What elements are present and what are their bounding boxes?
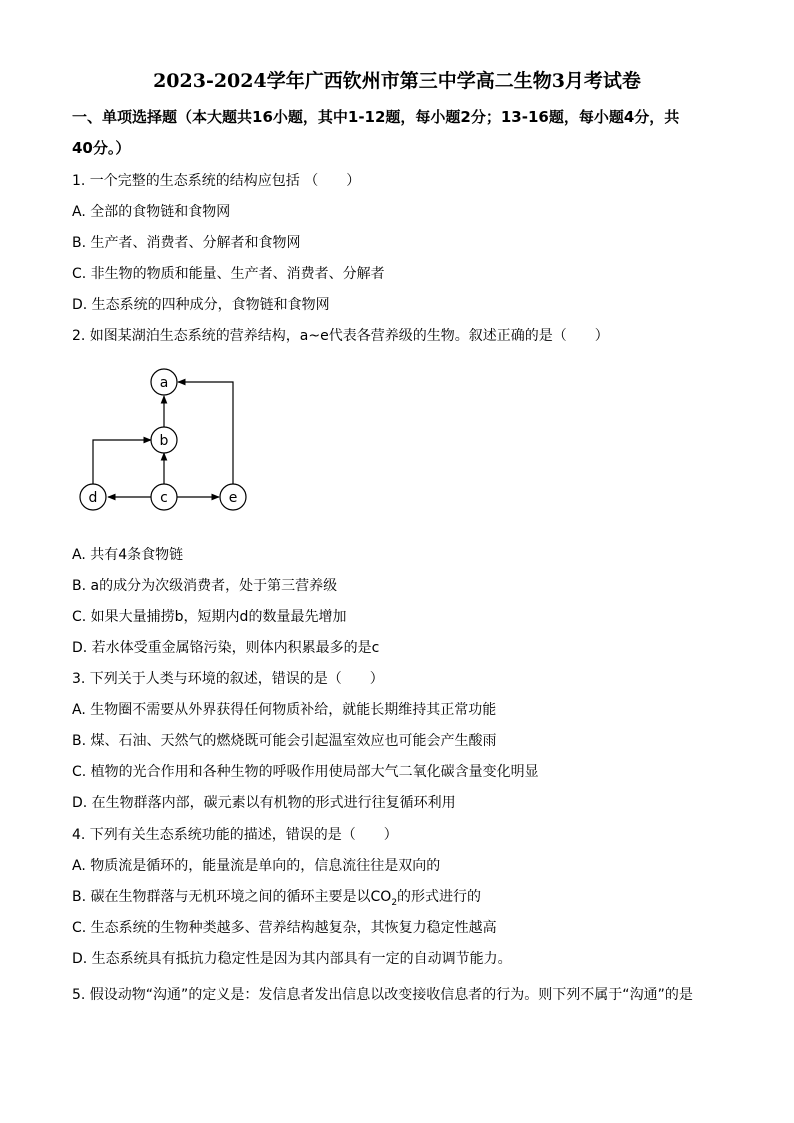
node-e-label: e bbox=[228, 490, 238, 506]
co2-formula: $CO_2$ bbox=[370, 889, 398, 908]
node-a bbox=[151, 369, 177, 395]
node-c-label: c bbox=[160, 490, 168, 506]
question-4-option-d: D. 生态系统具有抵抗力稳定性是因为其内部具有一定的自动调节能力。 bbox=[72, 951, 512, 967]
question-4-option-b-tail: 的形式进行的 bbox=[397, 889, 482, 905]
question-2-option-a: A. 共有4条食物链 bbox=[72, 547, 184, 563]
question-3-option-b: B. 煤、石油、天然气的燃烧既可能会引起温室效应也可能会产生酸雨 bbox=[72, 733, 497, 749]
question-2-stem: 2. 如图某湖泊生态系统的营养结构，a~e代表各营养级的生物。叙述正确的是（ ） bbox=[72, 328, 609, 344]
question-2-option-b: B. a的成分为次级消费者，处于第三营养级 bbox=[72, 578, 338, 594]
question-1-option-a: A. 全部的食物链和食物网 bbox=[72, 204, 231, 220]
question-3-stem: 3. 下列关于人类与环境的叙述，错误的是（ ） bbox=[72, 671, 384, 687]
question-2-option-d: D. 若水体受重金属铬污染，则体内积累最多的是c bbox=[72, 640, 380, 656]
question-1-option-d: D. 生态系统的四种成分，食物链和食物网 bbox=[72, 297, 330, 313]
question-4-option-b bbox=[72, 887, 732, 913]
question-1-option-b: B. 生产者、消费者、分解者和食物网 bbox=[72, 235, 301, 251]
node-d-label: d bbox=[88, 490, 98, 506]
question-4-stem: 4. 下列有关生态系统功能的描述，错误的是（ ） bbox=[72, 827, 398, 843]
node-a-label: a bbox=[159, 375, 169, 391]
question-4-option-c: C. 生态系统的生物种类越多、营养结构越复杂，其恢复力稳定性越高 bbox=[72, 920, 497, 936]
question-3-option-a: A. 生物圈不需要从外界获得任何物质补给，就能长期维持其正常功能 bbox=[72, 702, 497, 718]
question-1-option-c: C. 非生物的物质和能量、生产者、消费者、分解者 bbox=[72, 266, 385, 282]
question-1-stem: 1. 一个完整的生态系统的结构应包括 （ ） bbox=[72, 173, 361, 189]
edge-d-to-b bbox=[93, 440, 151, 484]
node-c bbox=[151, 484, 177, 510]
node-e bbox=[220, 484, 246, 510]
question-3-option-d: D. 在生物群落内部，碳元素以有机物的形式进行往复循环利用 bbox=[72, 795, 456, 811]
question-4-option-b-text: B. 碳在生物群落与无机环境之间的循环主要是以 bbox=[72, 889, 371, 905]
food-web-diagram bbox=[72, 362, 272, 522]
question-4-option-a: A. 物质流是循环的，能量流是单向的，信息流往往是双向的 bbox=[72, 858, 441, 874]
section-heading-line-2: 40分。） bbox=[72, 139, 131, 157]
node-b bbox=[151, 427, 177, 453]
question-2-option-c: C. 如果大量捕捞b，短期内d的数量最先增加 bbox=[72, 609, 347, 625]
question-5-stem: 5. 假设动物“沟通”的定义是：发信息者发出信息以改变接收信息者的行为。则下列不属于“沟通”的是 bbox=[72, 987, 693, 1003]
exam-title: 2023-2024学年广西钦州市第三中学高二生物3月考试卷 bbox=[153, 70, 641, 92]
node-b-label: b bbox=[159, 433, 169, 449]
node-d bbox=[80, 484, 106, 510]
section-heading-line-1: 一、单项选择题（本大题共16小题，其中1-12题，每小题2分；13-16题，每小题4分，共 bbox=[72, 108, 680, 126]
question-3-option-c: C. 植物的光合作用和各种生物的呼吸作用使局部大气二氧化碳含量变化明显 bbox=[72, 764, 539, 780]
edge-e-to-a bbox=[178, 382, 233, 484]
